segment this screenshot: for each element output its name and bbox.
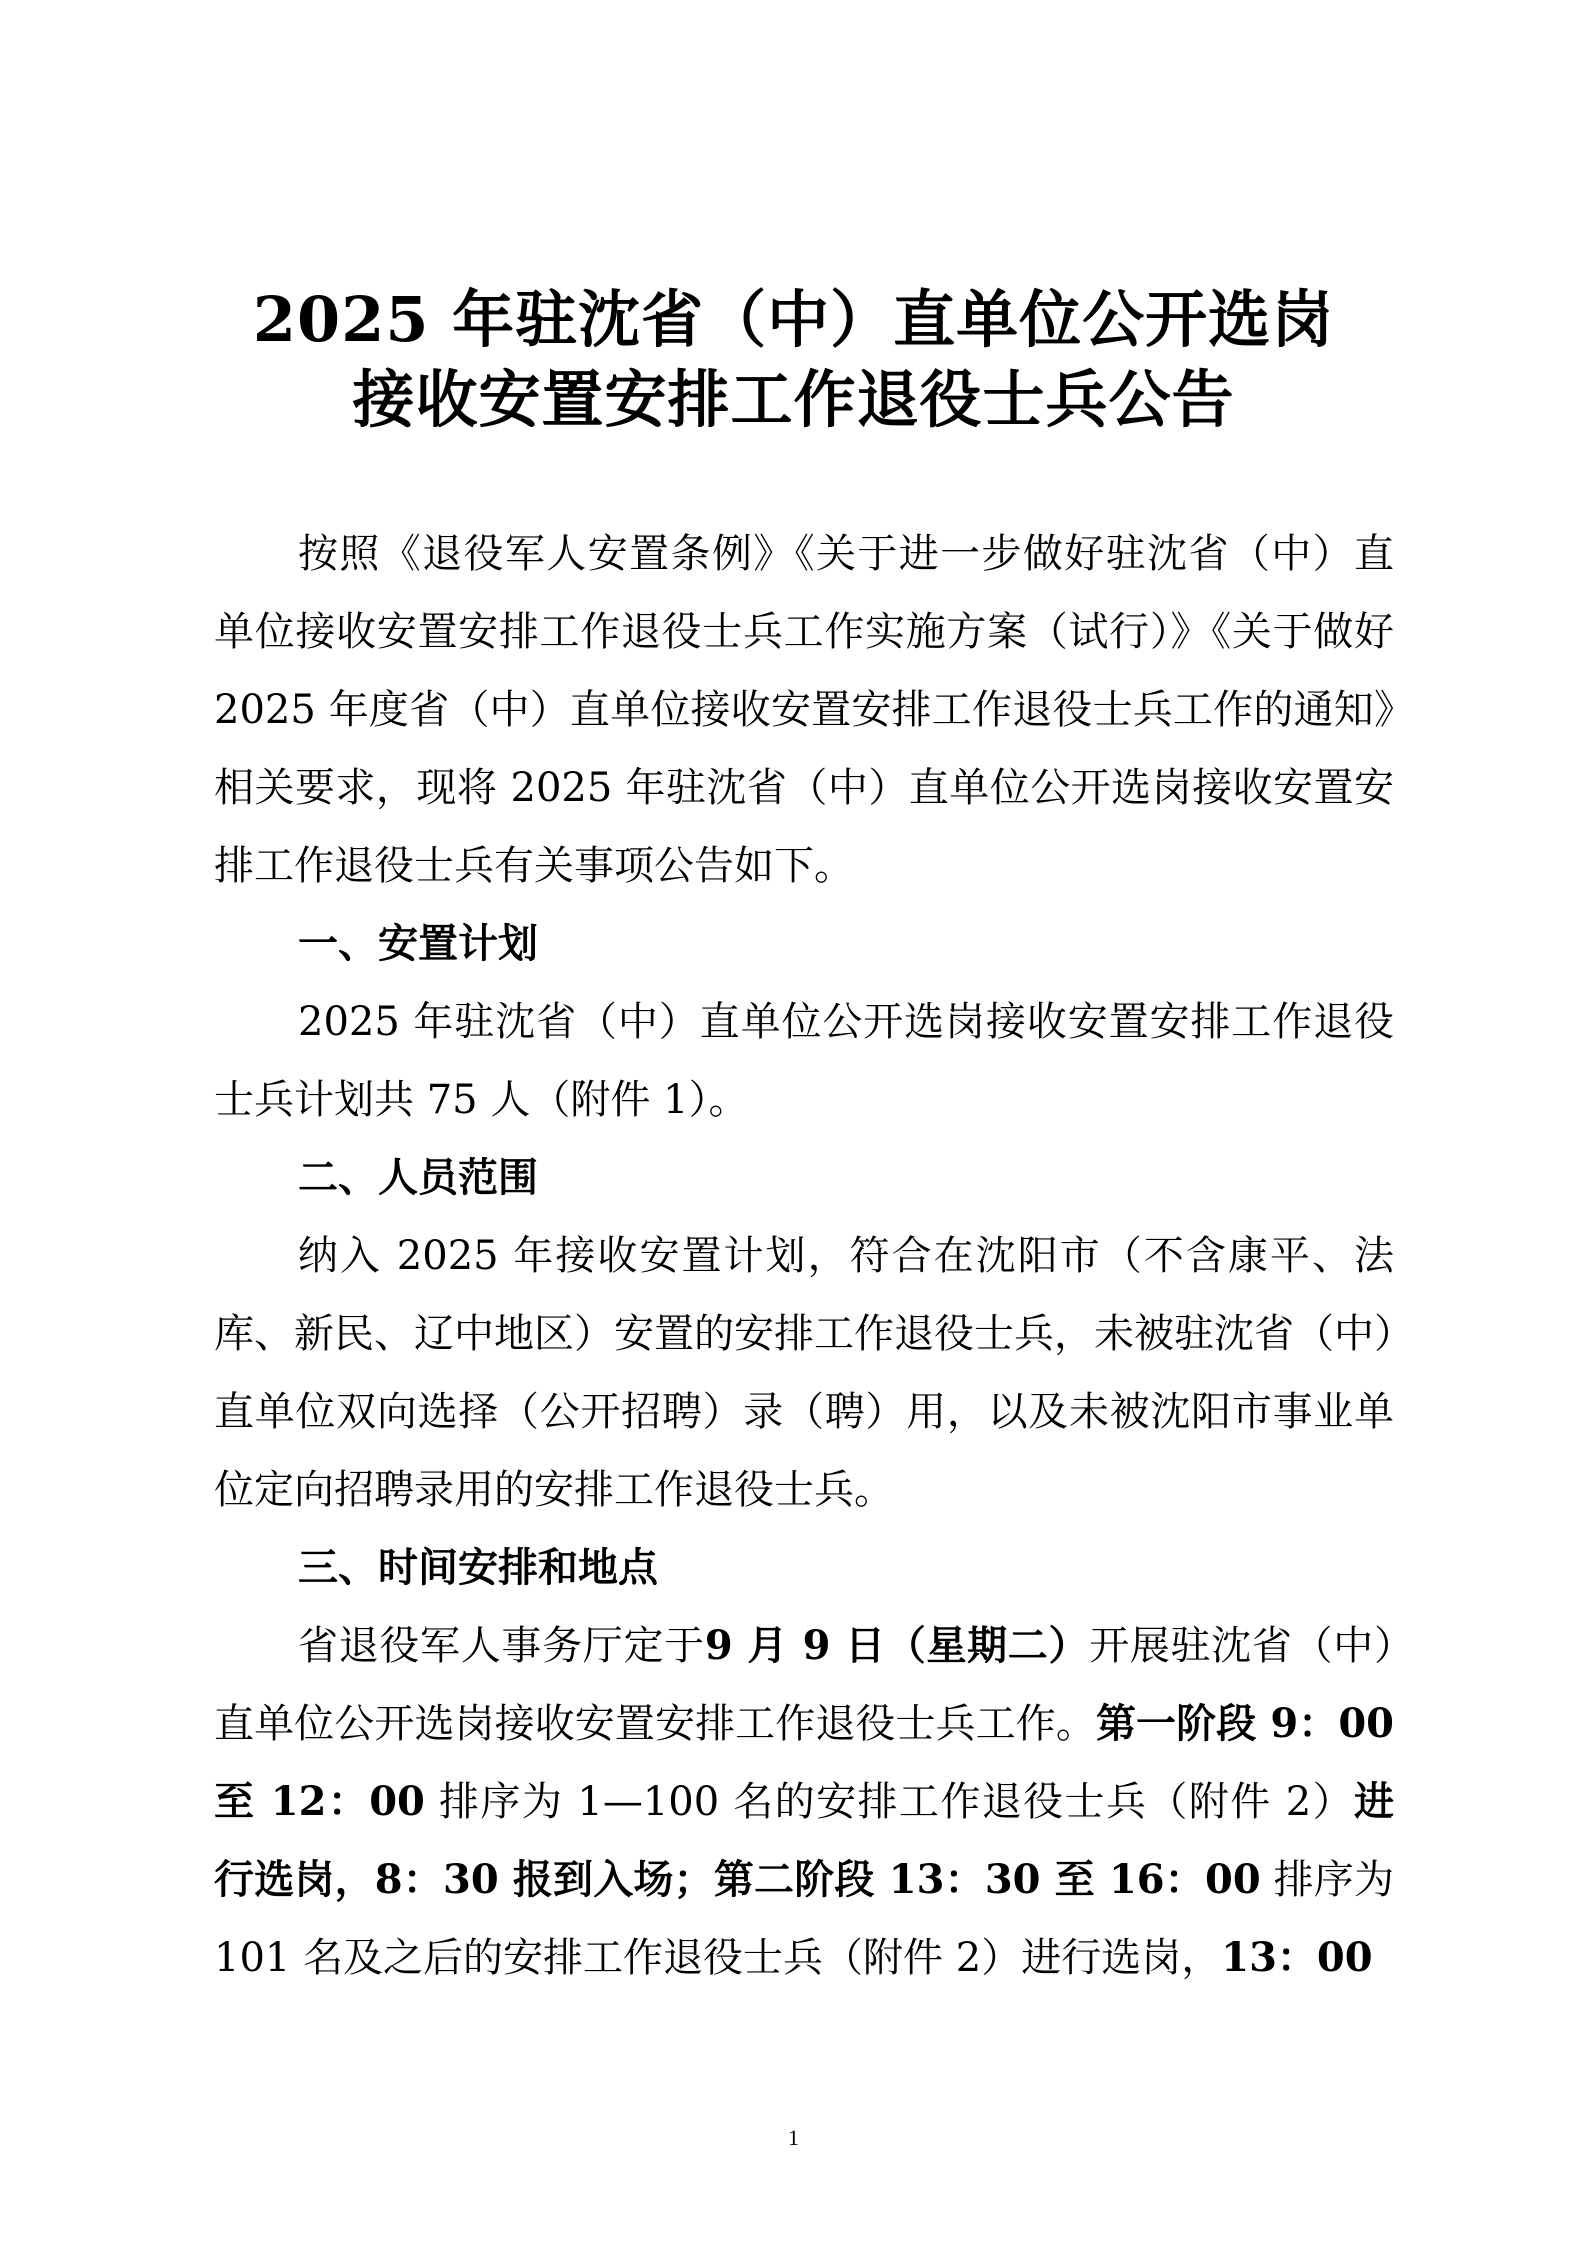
title-line-1: 2025 年驻沈省（中）直单位公开选岗	[252, 283, 1335, 356]
section-text-plan: 2025 年驻沈省（中）直单位公开选岗接收安置安排工作退役士兵计划共 75 人（附件 1）。	[214, 999, 1394, 1123]
title-line-2: 接收安置安排工作退役士兵公告	[352, 363, 1235, 436]
schedule-text-4: 排序为 101 名及之后的安排工作退役士兵（附件 2）进行选岗，	[214, 1857, 1395, 1981]
schedule-phase-1-checkin-phase-2: 进行选岗，8：30 报到入场；第二阶段 13：30 至 16：00	[214, 1778, 1394, 1903]
schedule-phase-1: 第一阶段 9：00 至 12：00	[214, 1700, 1395, 1825]
section-text-schedule	[214, 1607, 1394, 1997]
schedule-phase-2-checkin: 13：00	[1221, 1934, 1373, 1981]
schedule-text-2: 开展驻沈省（中）直单位公开选岗接收安置安排工作退役士兵工作。	[214, 1623, 1394, 1747]
page-number: 1	[788, 2125, 799, 2150]
section-heading-plan: 一、安置计划	[298, 921, 538, 967]
schedule-date: 9 月 9 日（星期二）	[704, 1622, 1090, 1669]
schedule-text-3: 排序为 1—100 名的安排工作退役士兵（附件 2）	[424, 1779, 1354, 1825]
section-text-scope: 纳入 2025 年接收安置计划，符合在沈阳市（不含康平、法库、新民、辽中地区）安置的安排工作退役士兵，未被驻沈省（中）直单位双向选择（公开招聘）录（聘）用，以及未被沈阳市事业单位定向招聘录用的安排工作退役士兵。	[214, 1233, 1394, 1513]
document-body	[214, 515, 1394, 1997]
section-heading-schedule: 三、时间安排和地点	[298, 1545, 658, 1591]
section-heading-scope: 二、人员范围	[298, 1155, 538, 1201]
intro-paragraph: 按照《退役军人安置条例》《关于进一步做好驻沈省（中）直单位接收安置安排工作退役士兵工作实施方案（试行）》《关于做好 2025 年度省（中）直单位接收安置安排工作退役士兵工作的通知》相关要求，现将 2025 年驻沈省（中）直单位公开选岗接收安置安排工作退役士兵有关事项公告如下。	[214, 531, 1394, 889]
schedule-text-1: 省退役军人事务厅定于	[298, 1623, 705, 1669]
